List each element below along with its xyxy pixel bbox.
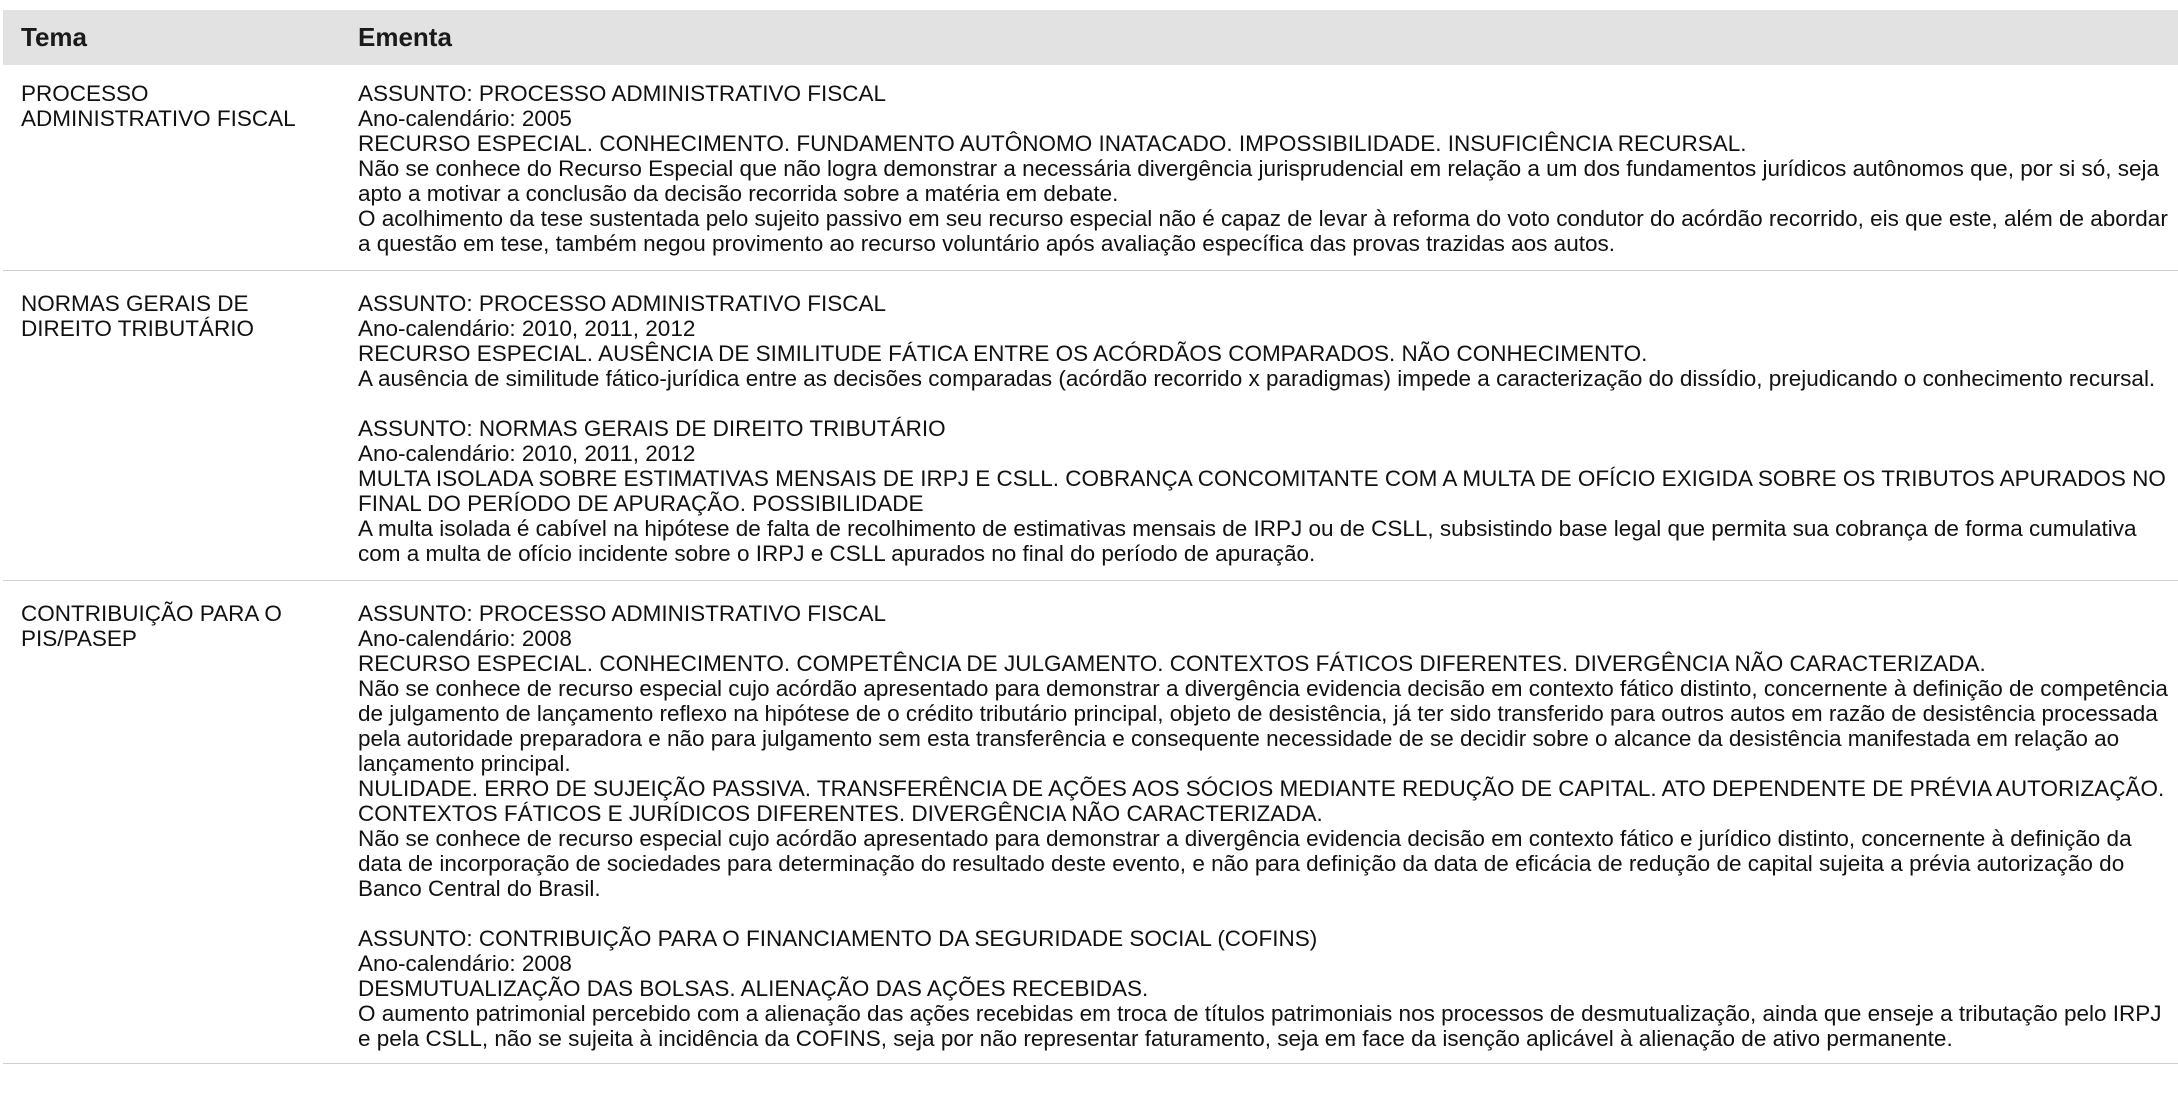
ementa-table <box>3 10 2178 1064</box>
column-header-tema: Tema <box>21 22 87 52</box>
ementa-block <box>358 416 2170 566</box>
ementa-paragraph: A ausência de similitude fático-jurídica entre as decisões comparadas (acórdão recorrido x paradigmas) impede a caracterização do dissídio, prejudicando o conhecimento recursal. <box>358 366 2156 391</box>
tema-text: NORMAS GERAIS DE DIREITO TRIBUTÁRIO <box>21 291 254 341</box>
table-body <box>3 65 2178 1064</box>
ementa-block <box>358 81 2170 256</box>
ementa-cell <box>341 291 2178 566</box>
ementa-block <box>358 601 2170 901</box>
assunto-line: ASSUNTO: PROCESSO ADMINISTRATIVO FISCAL <box>358 81 887 106</box>
tema-text: CONTRIBUIÇÃO PARA O PIS/PASEP <box>21 601 282 651</box>
ano-calendario-line: Ano-calendário: 2010, 2011, 2012 <box>358 441 696 466</box>
ementa-paragraph: RECURSO ESPECIAL. CONHECIMENTO. FUNDAMENTO AUTÔNOMO INATACADO. IMPOSSIBILIDADE. INSUFICIÊNCIA RECURSAL. <box>358 131 1747 156</box>
tema-cell <box>3 81 341 256</box>
table-header <box>3 10 2178 65</box>
table-row <box>3 271 2178 581</box>
ementa-paragraph: RECURSO ESPECIAL. CONHECIMENTO. COMPETÊNCIA DE JULGAMENTO. CONTEXTOS FÁTICOS DIFERENTES. DIVERGÊNCIA NÃO CARACTERIZADA. <box>358 651 1986 676</box>
ano-calendario-line: Ano-calendário: 2008 <box>358 951 572 976</box>
ementa-paragraph: MULTA ISOLADA SOBRE ESTIMATIVAS MENSAIS DE IRPJ E CSLL. COBRANÇA CONCOMITANTE COM A MULTA DE OFÍCIO EXIGIDA SOBRE OS TRIBUTOS APURADOS NO FINAL DO PERÍODO DE APURAÇÃO. POSSIBILIDADE <box>358 466 2166 516</box>
ementa-paragraph: Não se conhece de recurso especial cujo acórdão apresentado para demonstrar a divergência evidencia decisão em contexto fático e jurídico distinto, concernente à definição da data de incorporação de sociedades para determinação do resultado deste evento, e não para definição da data de eficácia de redução de capital sujeita a prévia autorização do Banco Central do Brasil. <box>358 826 2132 901</box>
tema-text: PROCESSO ADMINISTRATIVO FISCAL <box>21 81 296 131</box>
column-header-ementa: Ementa <box>358 22 452 52</box>
ano-calendario-line: Ano-calendário: 2010, 2011, 2012 <box>358 316 696 341</box>
assunto-line: ASSUNTO: PROCESSO ADMINISTRATIVO FISCAL <box>358 601 887 626</box>
block-spacer <box>358 901 2170 926</box>
ementa-block <box>358 291 2170 391</box>
ementa-paragraph: Não se conhece do Recurso Especial que não logra demonstrar a necessária divergência jurisprudencial em relação a um dos fundamentos jurídicos autônomos que, por si só, seja apto a motivar a conclusão da decisão recorrida sobre a matéria em debate. <box>358 156 2160 206</box>
assunto-line: ASSUNTO: PROCESSO ADMINISTRATIVO FISCAL <box>358 291 887 316</box>
ementa-paragraph: RECURSO ESPECIAL. AUSÊNCIA DE SIMILITUDE FÁTICA ENTRE OS ACÓRDÃOS COMPARADOS. NÃO CONHECIMENTO. <box>358 341 1648 366</box>
assunto-line: ASSUNTO: CONTRIBUIÇÃO PARA O FINANCIAMENTO DA SEGURIDADE SOCIAL (COFINS) <box>358 926 1318 951</box>
ementa-cell <box>341 81 2178 256</box>
table-row <box>3 65 2178 271</box>
tema-cell <box>3 601 341 1051</box>
block-spacer <box>358 391 2170 416</box>
ano-calendario-line: Ano-calendário: 2005 <box>358 106 572 131</box>
assunto-line: ASSUNTO: NORMAS GERAIS DE DIREITO TRIBUTÁRIO <box>358 416 946 441</box>
ementa-cell <box>341 601 2178 1051</box>
ementa-paragraph: Não se conhece de recurso especial cujo acórdão apresentado para demonstrar a divergência evidencia decisão em contexto fático distinto, concernente à definição de competência de julgamento de lançamento reflexo na hipótese de o crédito tributário principal, objeto de desistência, já ter sido transferido para outros autos em razão de desistência processada pela autoridade preparadora e não para julgamento sem esta transferência e consequente necessidade de se decidir sobre o alcance da desistência manifestada em relação ao lançamento principal. <box>358 676 2168 776</box>
ementa-paragraph: O acolhimento da tese sustentada pelo sujeito passivo em seu recurso especial não é capaz de levar à reforma do voto condutor do acórdão recorrido, eis que este, além de abordar a questão em tese, também negou provimento ao recurso voluntário após avaliação específica das provas trazidas aos autos. <box>358 206 2168 256</box>
tema-cell <box>3 291 341 566</box>
ementa-block <box>358 926 2170 1051</box>
table-row <box>3 581 2178 1064</box>
ementa-paragraph: DESMUTUALIZAÇÃO DAS BOLSAS. ALIENAÇÃO DAS AÇÕES RECEBIDAS. <box>358 976 1149 1001</box>
ementa-paragraph: NULIDADE. ERRO DE SUJEIÇÃO PASSIVA. TRANSFERÊNCIA DE AÇÕES AOS SÓCIOS MEDIANTE REDUÇÃO DE CAPITAL. ATO DEPENDENTE DE PRÉVIA AUTORIZAÇÃO. CONTEXTOS FÁTICOS E JURÍDICOS DIFERENTES. DIVERGÊNCIA NÃO CARACTERIZADA. <box>358 776 2165 826</box>
ano-calendario-line: Ano-calendário: 2008 <box>358 626 572 651</box>
ementa-paragraph: O aumento patrimonial percebido com a alienação das ações recebidas em troca de títulos patrimoniais nos processos de desmutualização, ainda que enseje a tributação pelo IRPJ e pela CSLL, não se sujeita à incidência da COFINS, seja por não representar faturamento, seja em face da isenção aplicável à alienação de ativo permanente. <box>358 1001 2162 1051</box>
ementa-paragraph: A multa isolada é cabível na hipótese de falta de recolhimento de estimativas mensais de IRPJ ou de CSLL, subsistindo base legal que permita sua cobrança de forma cumulativa com a multa de ofício incidente sobre o IRPJ e CSLL apurados no final do período de apuração. <box>358 516 2137 566</box>
